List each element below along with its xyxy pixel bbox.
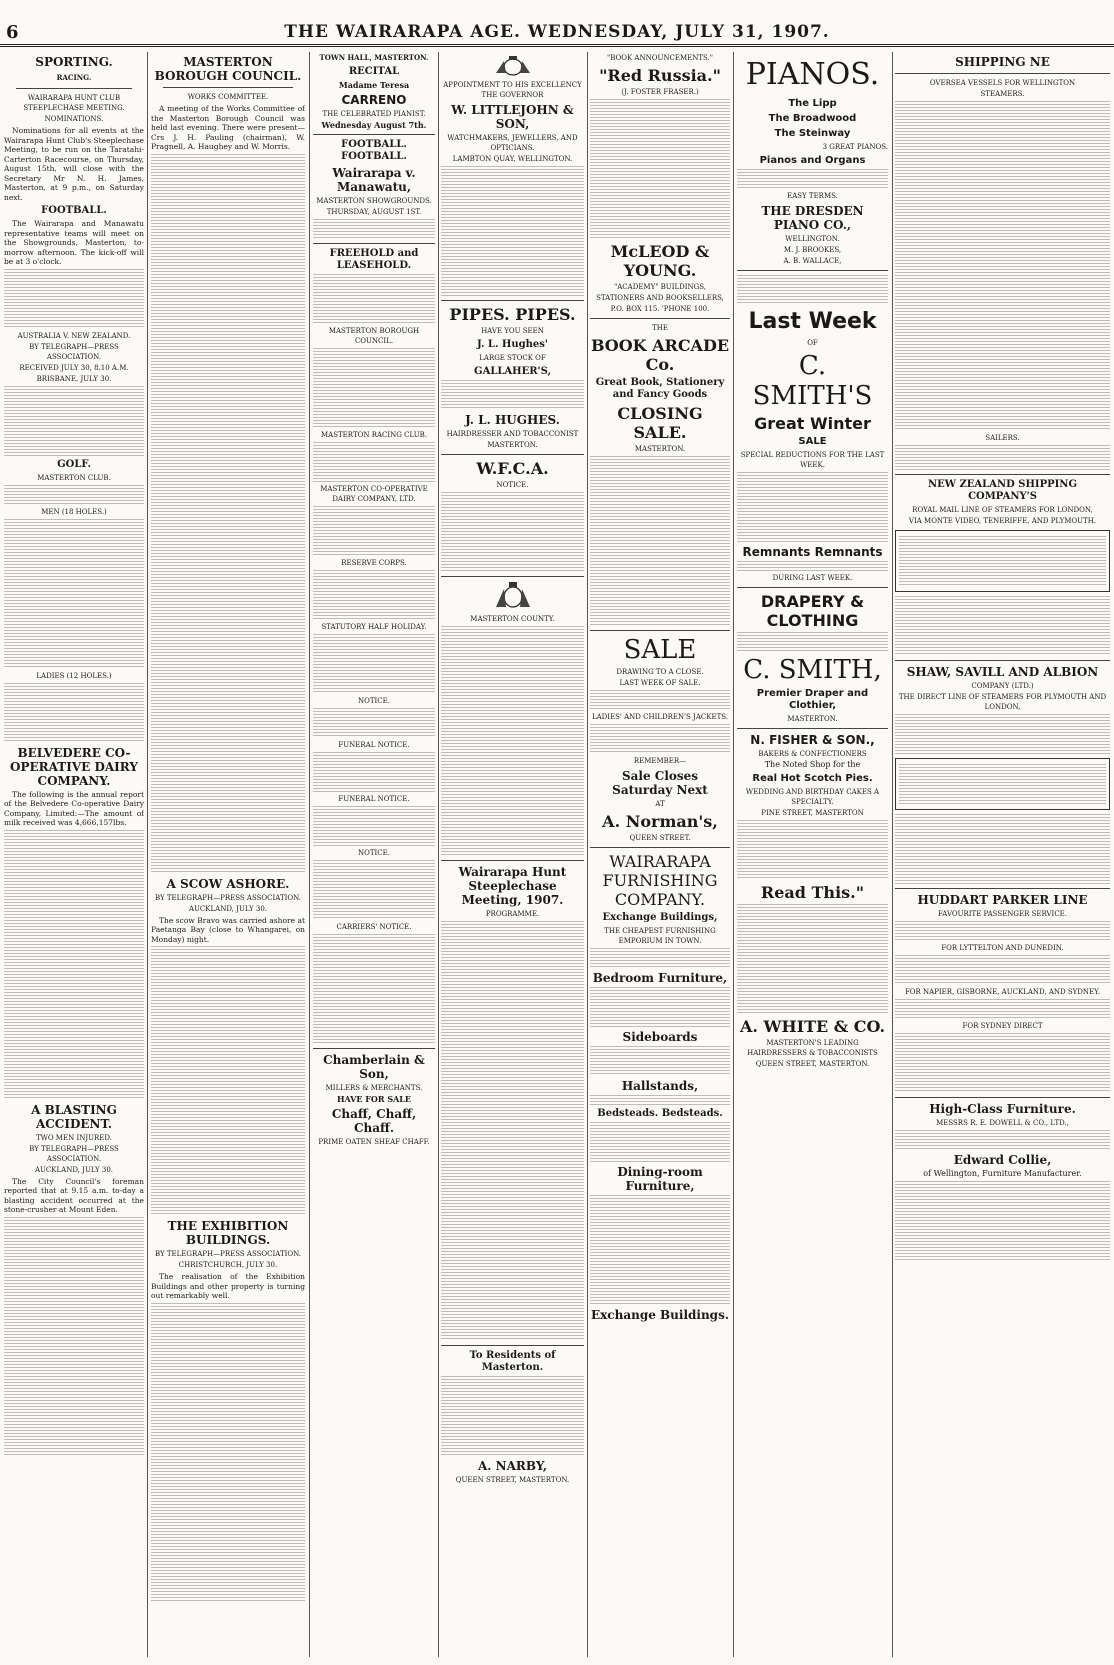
column-rule bbox=[892, 52, 893, 1657]
wfc-name: WAIRARAPA FURNISHING COMPANY. bbox=[602, 852, 718, 909]
c-smiths-heading: C. SMITH'S bbox=[752, 351, 873, 411]
box-phone-line: P.O. BOX 115. 'PHONE 100. bbox=[610, 305, 710, 313]
funeral-notice-2: FUNERAL NOTICE. bbox=[338, 795, 410, 803]
millers-line: MILLERS & MERCHANTS. bbox=[325, 1084, 423, 1092]
easy-terms: EASY TERMS. bbox=[787, 192, 838, 200]
during-last-week: DURING LAST WEEK. bbox=[772, 574, 853, 582]
have-for-sale: HAVE FOR SALE bbox=[336, 1094, 412, 1104]
hallstands: Hallstands, bbox=[621, 1079, 699, 1093]
column-borough-council bbox=[151, 52, 305, 1662]
masthead bbox=[0, 20, 1114, 47]
large-stock: LARGE STOCK OF bbox=[479, 354, 546, 362]
column-books-furnishing bbox=[590, 52, 730, 1662]
exhibition-byline: BY TELEGRAPH—PRESS ASSOCIATION. bbox=[154, 1250, 302, 1258]
works-committee-text: A meeting of the Works Committee of the Masterton Borough Council was held last evening. There were present—Crs J. H. Pauling (chairman), W. Pragnell, A. Haughey and W. Morris. bbox=[151, 104, 305, 151]
steinway-line: The Steinway bbox=[774, 128, 851, 139]
chamberlain-name: Chamberlain & Son, bbox=[323, 1053, 425, 1081]
hughes-name: J. L. Hughes' bbox=[477, 339, 548, 350]
exchange-line: Exchange Buildings, bbox=[602, 912, 718, 923]
closing-sale: CLOSING SALE. bbox=[617, 404, 703, 442]
norman-name: A. Norman's, bbox=[602, 812, 718, 831]
at-line: AT bbox=[655, 800, 665, 808]
smith-masterton: MASTERTON. bbox=[787, 715, 838, 723]
pianos-heading: PIANOS. bbox=[745, 57, 880, 92]
column-sporting bbox=[4, 52, 144, 1662]
column-shipping bbox=[895, 52, 1110, 1662]
watchmakers-line: WATCHMAKERS, JEWELLERS, AND OPTICIANS. bbox=[447, 134, 578, 152]
dresden-name: THE DRESDEN PIANO CO., bbox=[761, 204, 864, 232]
blasting-text: The City Council's foreman reported that at 9.15 a.m. to-day a blasting accident occurred at the stone-crusher at Mount Eden. bbox=[4, 1176, 144, 1214]
foster-author: (J. FOSTER FRASER.) bbox=[621, 88, 699, 96]
edward-collie: Edward Collie, bbox=[953, 1153, 1052, 1167]
football-ad-heading: FOOTBALL. FOOTBALL. bbox=[341, 139, 407, 162]
match-date: THURSDAY, AUGUST 1ST. bbox=[326, 208, 422, 216]
column-advertisements bbox=[441, 52, 584, 1662]
column-rule bbox=[309, 52, 310, 1657]
county-heading: MASTERTON COUNTY. bbox=[470, 615, 555, 623]
remember-line: REMEMBER— bbox=[633, 757, 687, 765]
column-rule bbox=[438, 52, 439, 1657]
wallace-line: A. B. WALLACE, bbox=[783, 257, 842, 265]
borough-council-heading: MASTERTON BOROUGH COUNCIL. bbox=[154, 55, 302, 83]
madame-line: Madame Teresa bbox=[338, 80, 410, 90]
dresden-wellington: WELLINGTON. bbox=[785, 235, 840, 243]
wfca-notice: NOTICE. bbox=[496, 481, 529, 489]
blasting-byline: BY TELEGRAPH—PRESS ASSOCIATION. bbox=[29, 1144, 119, 1163]
great-book-line: Great Book, Stationery and Fancy Goods bbox=[595, 377, 725, 400]
reserve-corps-heading: RESERVE CORPS. bbox=[341, 559, 407, 567]
scow-dateline: AUCKLAND, JULY 30. bbox=[188, 904, 268, 913]
blasting-heading: A BLASTING ACCIDENT. bbox=[31, 1102, 117, 1131]
oversea-vessels: OVERSEA VESSELS FOR WELLINGTON bbox=[929, 79, 1076, 87]
column-rule bbox=[147, 52, 148, 1657]
pipes-heading: PIPES. PIPES. bbox=[449, 305, 576, 324]
residents-heading: To Residents of Masterton. bbox=[469, 1350, 556, 1373]
men-heading: MEN (18 HOLES.) bbox=[41, 507, 107, 516]
bedsteads: Bedsteads. Bedsteads. bbox=[597, 1108, 723, 1119]
two-injured-subheading: TWO MEN INJURED. bbox=[35, 1133, 113, 1142]
showgrounds-line: MASTERTON SHOWGROUNDS. bbox=[316, 197, 432, 205]
narby-name: A. NARBY, bbox=[477, 1459, 548, 1473]
scow-text: The scow Bravo was carried ashore at Paetanga Bay (close to Whangarei, on Monday) night. bbox=[151, 915, 305, 944]
pianist-line: THE CELEBRATED PIANIST. bbox=[322, 110, 426, 118]
dairy-notice-heading: MASTERTON CO-OPERATIVE DAIRY COMPANY, LTD. bbox=[320, 485, 428, 503]
masterton-line: MASTERTON. bbox=[487, 441, 538, 449]
lambton-line: LAMBTON QUAY, WELLINGTON. bbox=[452, 155, 573, 163]
belvedere-text: The following is the annual report of the Belvedere Co-operative Dairy Company, Limited:—The amount of milk received was 4,666,157lbs. bbox=[4, 789, 144, 827]
great-winter: Great Winter bbox=[754, 414, 871, 433]
received-line: RECEIVED JULY 30, 8.10 A.M. bbox=[19, 363, 129, 372]
australia-nz-heading: AUSTRALIA V. NEW ZEALAND. bbox=[17, 331, 131, 340]
brookes-line: M. J. BROOKES, bbox=[783, 246, 842, 254]
newspaper-title: THE WAIRARAPA AGE. WEDNESDAY, JULY 31, 1907. bbox=[284, 22, 830, 42]
funeral-notice-1: FUNERAL NOTICE. bbox=[338, 741, 410, 749]
bedroom-furniture: Bedroom Furniture, bbox=[592, 971, 728, 985]
last-week-sale: LAST WEEK OF SALE. bbox=[619, 679, 701, 687]
oaten-line: PRIME OATEN SHEAF CHAFF. bbox=[318, 1138, 430, 1146]
narby-address: QUEEN STREET, MASTERTON. bbox=[455, 1476, 570, 1484]
racing-club-heading: MASTERTON RACING CLUB. bbox=[321, 431, 427, 439]
shaw-savill-table bbox=[895, 758, 1110, 810]
telegraph-byline: BY TELEGRAPH—PRESS ASSOCIATION. bbox=[29, 342, 119, 361]
company-line: COMPANY (LTD.) bbox=[971, 682, 1034, 690]
sailers-heading: SAILERS. bbox=[985, 434, 1020, 442]
of-line: OF bbox=[807, 339, 818, 347]
gallaher-brand: GALLAHER'S, bbox=[474, 366, 551, 377]
exhibition-text: The realisation of the Exhibition Buildings and other property is turning out remarkably well. bbox=[151, 1272, 305, 1300]
ladies-heading: LADIES (12 HOLES.) bbox=[36, 671, 112, 680]
page-number: 6 bbox=[6, 22, 19, 43]
stationers-line: STATIONERS AND BOOKSELLERS, bbox=[596, 294, 724, 302]
shipping-heading: SHIPPING NE bbox=[955, 55, 1050, 69]
county-crest-icon bbox=[493, 581, 533, 611]
blasting-dateline: AUCKLAND, JULY 30. bbox=[34, 1165, 114, 1174]
nominations-heading: NOMINATIONS. bbox=[44, 115, 104, 123]
hairdresser-line: HAIRDRESSER AND TOBACCONIST bbox=[446, 430, 579, 438]
cheapest-line: THE CHEAPEST FURNISHING EMPORIUM IN TOWN. bbox=[604, 927, 716, 945]
read-this-heading: Read This." bbox=[760, 883, 865, 902]
carriers-heading: CARRIERS' NOTICE. bbox=[336, 923, 412, 931]
the-word: THE bbox=[652, 324, 668, 332]
column-notices bbox=[313, 52, 435, 1662]
white-address: QUEEN STREET, MASTERTON. bbox=[755, 1060, 870, 1068]
works-committee-heading: WORKS COMMITTEE. bbox=[187, 93, 269, 101]
lipp-line: The Lipp bbox=[788, 98, 837, 109]
steamers-heading: STEAMERS. bbox=[980, 90, 1025, 98]
have-you-seen: HAVE YOU SEEN bbox=[481, 327, 544, 335]
collie-subtitle: of Wellington, Furniture Manufacturer. bbox=[923, 1169, 1082, 1178]
appointment-line: APPOINTMENT TO HIS EXCELLENCY THE GOVERNOR bbox=[443, 81, 582, 99]
column-rule bbox=[733, 52, 734, 1657]
napier-line: FOR NAPIER, GISBORNE, AUCKLAND, AND SYDNEY. bbox=[904, 988, 1101, 996]
pine-street: PINE STREET, MASTERTON bbox=[761, 809, 864, 817]
royal-mail-line: ROYAL MAIL LINE OF STEAMERS FOR LONDON, bbox=[912, 506, 1093, 514]
racing-subheading: RACING. bbox=[56, 73, 92, 82]
book-announcements: "BOOK ANNOUNCEMENTS." bbox=[606, 54, 714, 62]
queen-street-line: QUEEN STREET. bbox=[629, 834, 691, 842]
nz-shipping-table bbox=[895, 530, 1110, 592]
favourite-line: FAVOURITE PASSENGER SERVICE. bbox=[937, 910, 1068, 918]
littlejohn-name: W. LITTLEJOHN & SON, bbox=[451, 103, 574, 131]
broadwood-line: The Broadwood bbox=[768, 113, 857, 124]
nominations-text: Nominations for all events at the Wairarapa Hunt Club's Steeplechase Meeting, to be run on the Taratahi-Carterton Racecourse, on Thursday, August 15th, will close with the Secretary Mr N. H. James, Masterton, at 9 p.m., on Saturday next. bbox=[4, 126, 144, 202]
recital-heading: RECITAL bbox=[348, 66, 400, 77]
wedding-cakes: WEDDING AND BIRTHDAY CAKES A SPECIALTY. bbox=[745, 788, 880, 806]
shaw-savill-heading: SHAW, SAVILL AND ALBION bbox=[906, 665, 1099, 679]
chaff-line: Chaff, Chaff, Chaff. bbox=[331, 1107, 417, 1135]
scow-heading: A SCOW ASHORE. bbox=[166, 876, 290, 891]
football-heading: FOOTBALL. bbox=[41, 205, 107, 216]
dining-furniture: Dining-room Furniture, bbox=[617, 1165, 703, 1193]
carreno-name: CARRENO bbox=[341, 93, 407, 107]
exhibition-heading: THE EXHIBITION BUILDINGS. bbox=[167, 1219, 289, 1247]
academy-line: "ACADEMY" BUILDINGS, bbox=[614, 283, 706, 291]
masterton-club-heading: MASTERTON CLUB. bbox=[37, 473, 111, 482]
last-week-heading: Last Week bbox=[748, 309, 877, 334]
brisbane-dateline: BRISBANE, JULY 30. bbox=[36, 374, 112, 383]
column-pianos-drapery bbox=[737, 52, 888, 1662]
hunt-club-heading: WAIRARAPA HUNT CLUB STEEPLECHASE MEETING. bbox=[23, 94, 125, 112]
premier-draper: Premier Draper and Clothier, bbox=[756, 688, 869, 711]
programme-heading: PROGRAMME. bbox=[485, 910, 540, 918]
dowell-line: MESSRS R. E. DOWELL & CO., LTD., bbox=[936, 1119, 1069, 1127]
sale-heading: SALE bbox=[623, 635, 697, 665]
drawing-close: DRAWING TO A CLOSE. bbox=[616, 668, 704, 676]
bakers-line: BAKERS & CONFECTIONERS bbox=[758, 750, 867, 758]
noted-shop: The Noted Shop for the bbox=[764, 760, 861, 769]
recital-date: Wednesday August 7th. bbox=[321, 120, 427, 130]
sale-closes: Sale Closes Saturday Next bbox=[612, 769, 708, 797]
highclass-furniture: High-Class Furniture. bbox=[929, 1102, 1076, 1116]
royal-crest-icon bbox=[493, 55, 533, 77]
great-pianos: 3 GREAT PIANOS. bbox=[822, 143, 888, 151]
golf-heading: GOLF. bbox=[57, 458, 91, 470]
belvedere-heading: BELVEDERE CO-OPERATIVE DAIRY COMPANY. bbox=[10, 745, 138, 788]
fisher-name: N. FISHER & SON., bbox=[750, 733, 875, 747]
scow-byline: BY TELEGRAPH—PRESS ASSOCIATION. bbox=[154, 893, 302, 902]
lyttelton-line: FOR LYTTELTON AND DUNEDIN. bbox=[941, 944, 1064, 952]
town-hall-heading: TOWN HALL, MASTERTON. bbox=[319, 53, 429, 62]
remnants-line: Remnants Remnants bbox=[742, 545, 883, 559]
direct-line: THE DIRECT LINE OF STEAMERS FOR PLYMOUTH AND LONDON, bbox=[898, 693, 1107, 711]
red-russia-title: "Red Russia." bbox=[599, 66, 721, 85]
sale-word: SALE bbox=[798, 436, 827, 447]
match-heading: Wairarapa v. Manawatu, bbox=[332, 166, 416, 194]
hughes-name-2: J. L. HUGHES. bbox=[465, 413, 560, 427]
ladies-jackets: LADIES' AND CHILDREN'S JACKETS. bbox=[591, 713, 729, 721]
sydney-line: FOR SYDNEY DIRECT bbox=[962, 1022, 1043, 1030]
hunt-meeting-heading: Wairarapa Hunt Steeplechase Meeting, 1907. bbox=[458, 865, 567, 907]
notice-heading: NOTICE. bbox=[358, 697, 390, 705]
drapery-clothing: DRAPERY & CLOTHING bbox=[760, 592, 865, 630]
column-rule bbox=[587, 52, 588, 1657]
freehold-heading: FREEHOLD and LEASEHOLD. bbox=[329, 248, 419, 271]
arcade-masterton: MASTERTON. bbox=[634, 445, 686, 453]
sporting-heading: SPORTING. bbox=[35, 55, 113, 69]
wfca-heading: W.F.C.A. bbox=[476, 459, 549, 478]
scotch-pies: Real Hot Scotch Pies. bbox=[752, 773, 873, 784]
mcleod-young: McLEOD & YOUNG. bbox=[610, 242, 710, 280]
huddart-heading: HUDDART PARKER LINE bbox=[917, 893, 1088, 907]
half-holiday-heading: STATUTORY HALF HOLIDAY. bbox=[321, 623, 427, 631]
sideboards: Sideboards bbox=[622, 1030, 698, 1044]
football-text: The Wairarapa and Manawatu representative teams will meet on the Showgrounds, Masterton, to-morrow afternoon. The kick-off will be at 3 o'clock. bbox=[4, 219, 144, 266]
white-subtitle: MASTERTON'S LEADING HAIRDRESSERS & TOBACCONISTS bbox=[747, 1039, 878, 1057]
book-arcade-name: BOOK ARCADE Co. bbox=[590, 336, 730, 374]
pianos-organs: Pianos and Organs bbox=[759, 155, 866, 166]
exhibition-dateline: CHRISTCHURCH, JULY 30. bbox=[178, 1261, 278, 1269]
nz-shipping-heading: NEW ZEALAND SHIPPING COMPANY'S bbox=[928, 479, 1077, 502]
white-co-name: A. WHITE & CO. bbox=[739, 1017, 886, 1036]
c-smith-name: C. SMITH, bbox=[743, 655, 882, 685]
exchange-buildings-2: Exchange Buildings. bbox=[590, 1308, 730, 1322]
notice-heading-2: NOTICE. bbox=[358, 849, 390, 857]
borough-notice-heading: MASTERTON BOROUGH COUNCIL. bbox=[328, 327, 420, 345]
special-reductions: SPECIAL REDUCTIONS FOR THE LAST WEEK. bbox=[740, 451, 885, 469]
via-line: VIA MONTE VIDEO, TENERIFFE, AND PLYMOUTH. bbox=[908, 517, 1097, 525]
